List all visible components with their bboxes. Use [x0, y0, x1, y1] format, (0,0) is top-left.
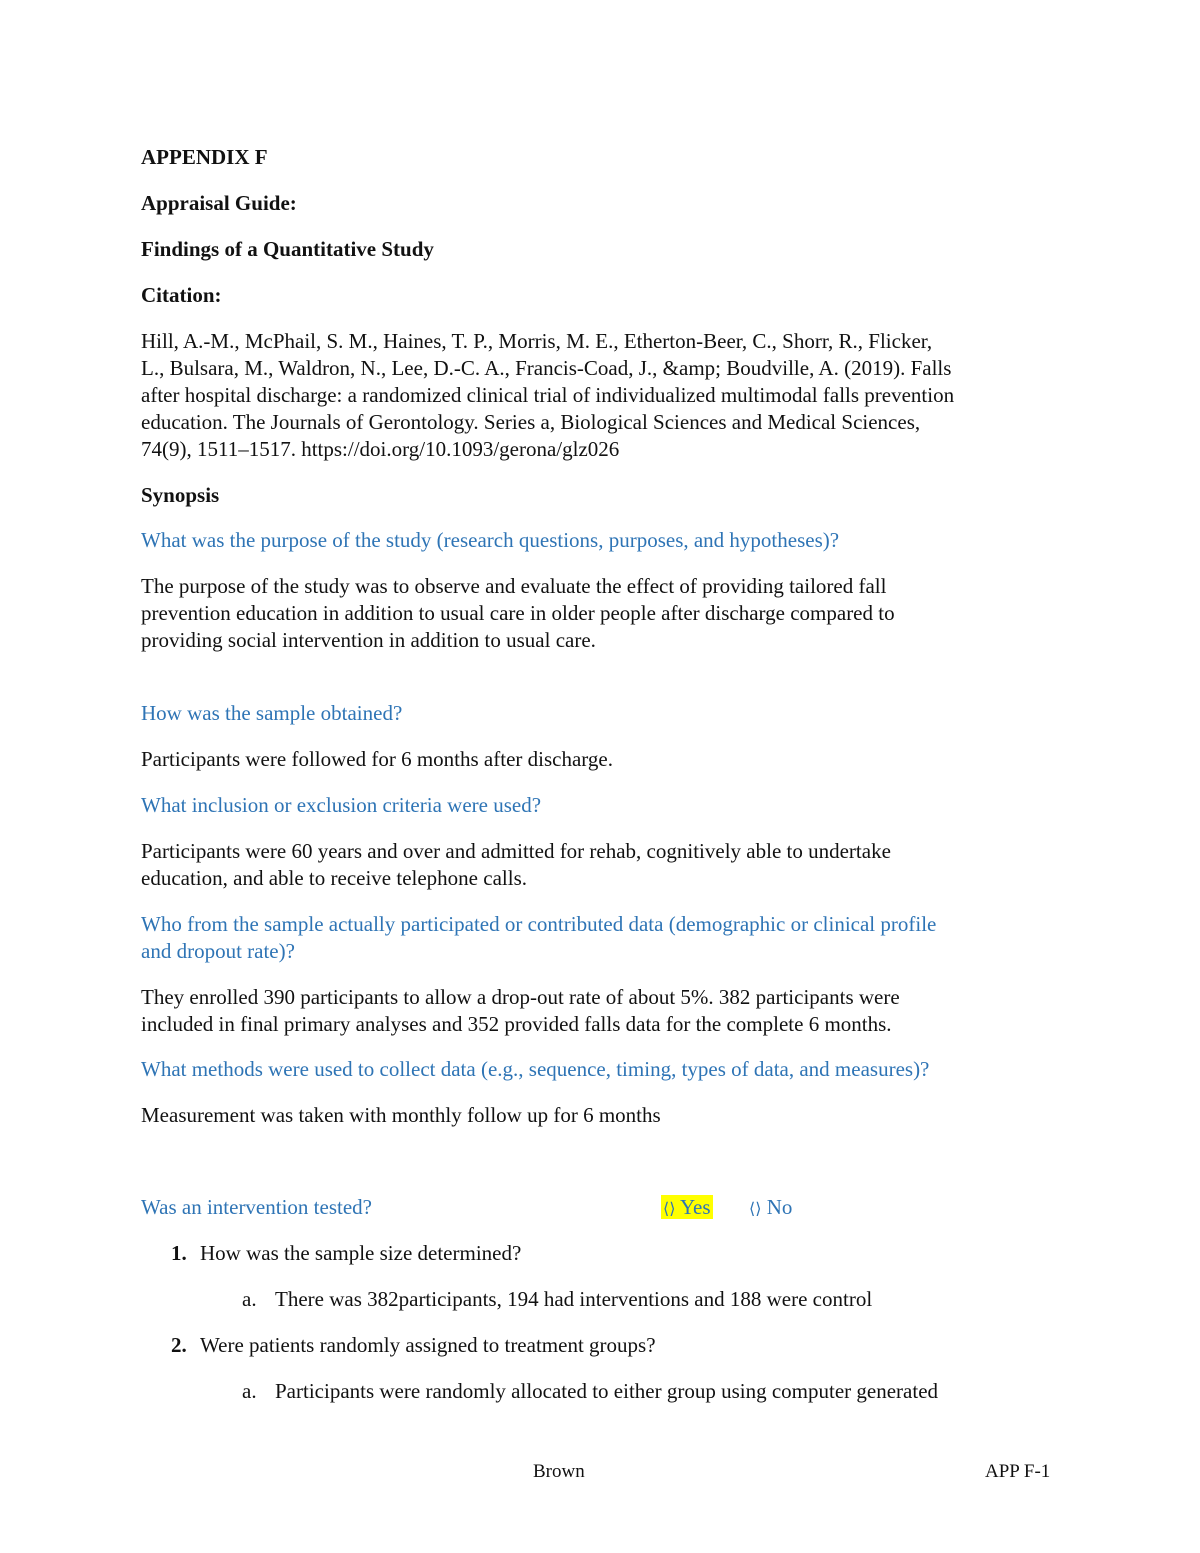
- answer-criteria-line: Participants were 60 years and over and admitted for rehab, cognitively able to undertake: [141, 839, 891, 863]
- answer-purpose-line: The purpose of the study was to observe and evaluate the effect of providing tailored fall: [141, 574, 887, 598]
- footer-page-number: APP F-1: [985, 1461, 1051, 1482]
- question-methods: What methods were used to collect data (e.g., sequence, timing, types of data, and measures)?: [141, 1057, 930, 1081]
- list-subitem-random-assignment: Participants were randomly allocated to either group using computer generated: [275, 1379, 939, 1403]
- question-participants-line: Who from the sample actually participated or contributed data (demographic or clinical profile: [141, 912, 937, 936]
- answer-purpose-line: providing social intervention in addition to usual care.: [141, 628, 596, 652]
- question-sample: How was the sample obtained?: [141, 701, 403, 725]
- appendix-heading: APPENDIX F: [141, 145, 268, 169]
- answer-sample: Participants were followed for 6 months after discharge.: [141, 747, 613, 771]
- answer-participants-line: included in final primary analyses and 352 provided falls data for the complete 6 months.: [141, 1012, 892, 1036]
- citation-line: education. The Journals of Gerontology. Series a, Biological Sciences and Medical Sciences,: [141, 410, 921, 434]
- citation-line: 74(9), 1511–1517. https://doi.org/10.1093/gerona/glz026: [141, 437, 620, 461]
- study-type-heading: Findings of a Quantitative Study: [141, 237, 434, 261]
- appraisal-guide-heading: Appraisal Guide:: [141, 191, 297, 215]
- option-yes-label: Yes: [679, 1195, 711, 1219]
- radio-icon: ⟨⟩: [749, 1199, 762, 1218]
- citation-label: Citation:: [141, 283, 222, 307]
- list-number: 1.: [171, 1241, 187, 1265]
- answer-criteria-line: education, and able to receive telephone calls.: [141, 866, 527, 890]
- answer-purpose-line: prevention education in addition to usual care in older people after discharge compared to: [141, 601, 895, 625]
- option-no-label: No: [766, 1195, 793, 1219]
- question-intervention: Was an intervention tested?: [141, 1195, 372, 1219]
- question-purpose: What was the purpose of the study (research questions, purposes, and hypotheses)?: [141, 528, 840, 552]
- citation-line: after hospital discharge: a randomized clinical trial of individualized multimodal falls prevention: [141, 383, 955, 407]
- list-letter: a.: [242, 1379, 257, 1403]
- option-no[interactable]: [749, 1194, 792, 1222]
- list-item-random-assignment: Were patients randomly assigned to treatment groups?: [200, 1333, 656, 1357]
- option-yes[interactable]: [661, 1194, 713, 1222]
- list-letter: a.: [242, 1287, 257, 1311]
- citation-line: Hill, A.-M., McPhail, S. M., Haines, T. P., Morris, M. E., Etherton-Beer, C., Shorr, R., Flicker,: [141, 329, 933, 353]
- list-subitem-sample-size: There was 382participants, 194 had interventions and 188 were control: [275, 1287, 873, 1311]
- footer-author: Brown: [533, 1461, 585, 1482]
- radio-icon: ⟨⟩: [663, 1199, 676, 1218]
- synopsis-heading: Synopsis: [141, 483, 220, 507]
- question-criteria: What inclusion or exclusion criteria were used?: [141, 793, 542, 817]
- answer-methods: Measurement was taken with monthly follow up for 6 months: [141, 1103, 661, 1127]
- question-participants-line: and dropout rate)?: [141, 939, 295, 963]
- list-item-sample-size: How was the sample size determined?: [200, 1241, 522, 1265]
- list-number: 2.: [171, 1333, 187, 1357]
- answer-participants-line: They enrolled 390 participants to allow a drop-out rate of about 5%. 382 participants were: [141, 985, 900, 1009]
- citation-line: L., Bulsara, M., Waldron, N., Lee, D.-C. A., Francis-Coad, J., &amp; Boudville, A. (2019). Falls: [141, 356, 952, 380]
